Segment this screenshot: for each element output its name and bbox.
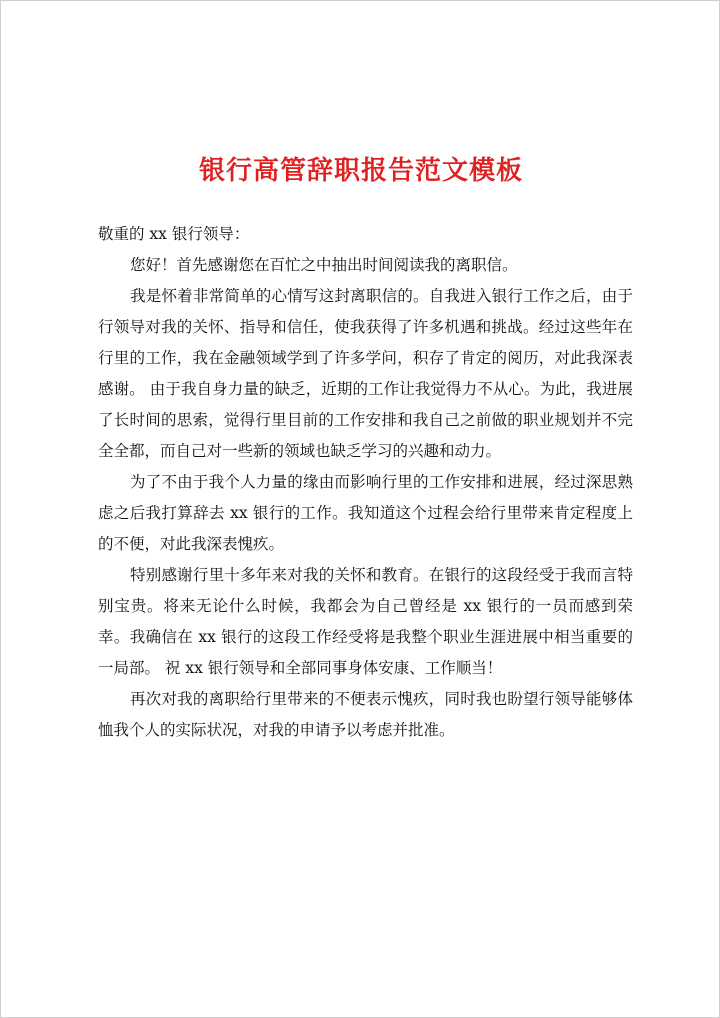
salutation: 敬重的 xx 银行领导： [98,225,250,243]
document-body [98,219,633,746]
document-title: 银行高管辞职报告范文模板 [198,156,523,186]
paragraph-decision: 为了不由于我个人力量的缘由而影响行里的工作安排和进展，经过深思熟虑之后我打算辞去 xx 银行的工作。我知道这个过程会给行里带来肯定程度上的不便，对此我深表愧疚。 [98,473,633,553]
paragraph-thanks: 特别感谢行里十多年来对我的关怀和教育。在银行的这段经受于我而言特别宝贵。将来无论什么时候，我都会为自己曾经是 xx 银行的一员而感到荣幸。我确信在 xx 银行的这段工作经受将是我整个职业生涯进展中相当重要的一局部。 祝 xx 银行领导和全部同事身体安康、工作顺当！ [98,566,633,677]
paragraph-reason: 我是怀着非常简单的心情写这封离职信的。自我进入银行工作之后，由于行领导对我的关怀、指导和信任，使我获得了许多机遇和挑战。经过这些年在行里的工作，我在金融领域学到了许多学问，积存了肯定的阅历，对此我深表感谢。 由于我自身力量的缺乏，近期的工作让我觉得力不从心。为此，我进展了长时间的思索，觉得行里目前的工作安排和我自己之前做的职业规划并不完全全都，而自己对一些新的领域也缺乏学习的兴趣和动力。 [98,287,633,460]
paragraph-closing: 再次对我的离职给行里带来的不便表示愧疚，同时我也盼望行领导能够体恤我个人的实际状况，对我的申请予以考虑并批准。 [98,690,633,739]
paragraph-greeting: 您好！首先感谢您在百忙之中抽出时间阅读我的离职信。 [130,256,518,274]
